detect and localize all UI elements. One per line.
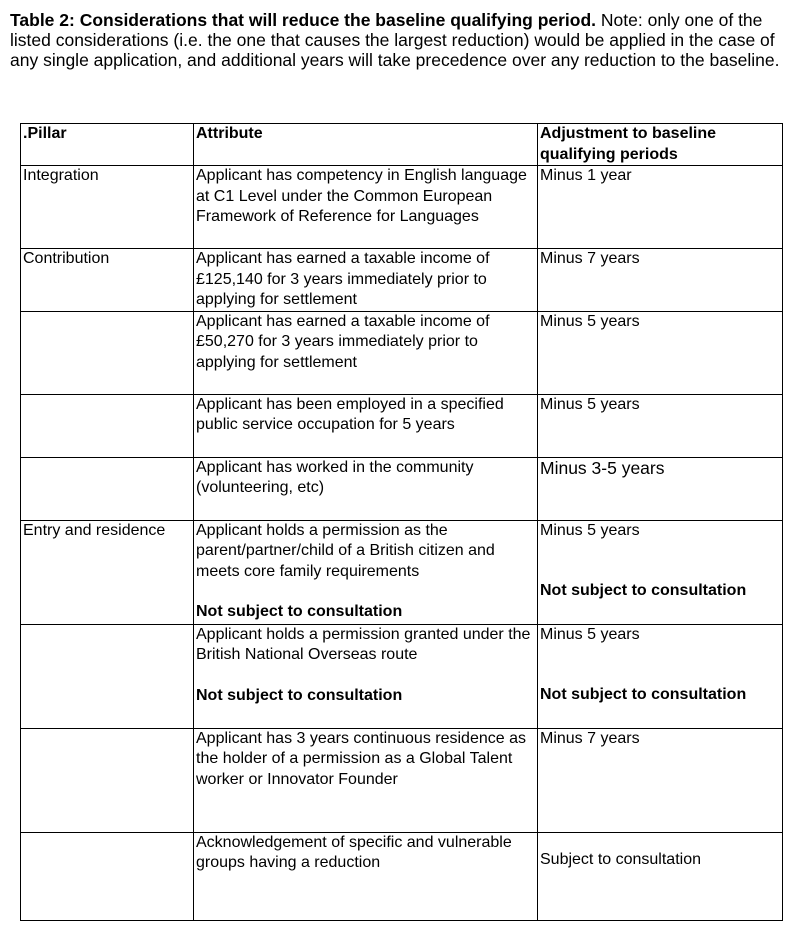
adjustment-text: Minus 5 years — [540, 521, 640, 539]
adjustment-text: Minus 5 years — [540, 625, 640, 643]
attribute-text: Applicant holds a permission granted under the British National Overseas route — [196, 625, 531, 663]
attribute-cell: Applicant has competency in English language at C1 Level under the Common European Framework of Reference for Languages — [194, 166, 538, 249]
attribute-cell — [194, 624, 538, 728]
header-pillar: .Pillar — [21, 124, 194, 166]
adjustment-cell — [538, 624, 783, 728]
pillar-cell — [21, 728, 194, 832]
table-row — [21, 728, 783, 832]
attribute-cell: Applicant has 3 years continuous residence as the holder of a permission as a Global Talent worker or Innovator Founder — [194, 728, 538, 832]
pillar-cell: Contribution — [21, 249, 194, 312]
adjustment-cell: Minus 5 years — [538, 394, 783, 457]
caption-title: Table 2: Considerations that will reduce the baseline qualifying period. — [10, 10, 597, 30]
table-row — [21, 394, 783, 457]
pillar-cell — [21, 832, 194, 920]
adjustment-cell: Minus 7 years — [538, 728, 783, 832]
header-attribute: Attribute — [194, 124, 538, 166]
attribute-cell: Applicant has earned a taxable income of £50,270 for 3 years immediately prior to applying for settlement — [194, 311, 538, 394]
attribute-cell: Applicant has been employed in a specified public service occupation for 5 years — [194, 394, 538, 457]
table-row — [21, 832, 783, 920]
table-caption — [10, 10, 780, 70]
pillar-cell — [21, 394, 194, 457]
attribute-cell: Acknowledgement of specific and vulnerable groups having a reduction — [194, 832, 538, 920]
not-subject-note: Not subject to consultation — [540, 686, 747, 703]
table-row — [21, 457, 783, 520]
pillar-cell — [21, 311, 194, 394]
attribute-text: Applicant holds a permission as the parent/partner/child of a British citizen and meets core family requirements — [196, 521, 495, 580]
adjustment-cell — [538, 832, 783, 920]
attribute-cell: Applicant has earned a taxable income of £125,140 for 3 years immediately prior to applying for settlement — [194, 249, 538, 312]
table-row — [21, 166, 783, 249]
attribute-cell — [194, 520, 538, 624]
header-row — [21, 124, 783, 166]
adjustment-cell: Minus 5 years — [538, 311, 783, 394]
not-subject-note: Not subject to consultation — [196, 603, 403, 620]
pillar-cell: Integration — [21, 166, 194, 249]
adjustment-cell: Minus 1 year — [538, 166, 783, 249]
pillar-cell — [21, 457, 194, 520]
not-subject-note: Not subject to consultation — [540, 582, 747, 599]
adjustment-text: Subject to consultation — [540, 850, 701, 868]
header-adjustment: Adjustment to baseline qualifying periods — [538, 124, 783, 166]
caption-note: Note: only one of the listed considerations (i.e. the one that causes the largest reduction) would be applied in the case of any single application, and additional years will take precedence over any reduction to the baseline. — [10, 10, 780, 70]
considerations-table — [20, 123, 783, 921]
adjustment-cell — [538, 520, 783, 624]
table-row — [21, 520, 783, 624]
pillar-cell: Entry and residence — [21, 520, 194, 624]
adjustment-cell: Minus 3-5 years — [538, 457, 783, 520]
not-subject-note: Not subject to consultation — [196, 686, 403, 704]
pillar-cell — [21, 624, 194, 728]
table-row — [21, 624, 783, 728]
adjustment-cell: Minus 7 years — [538, 249, 783, 312]
attribute-cell: Applicant has worked in the community (volunteering, etc) — [194, 457, 538, 520]
table-row — [21, 311, 783, 394]
table-row — [21, 249, 783, 312]
